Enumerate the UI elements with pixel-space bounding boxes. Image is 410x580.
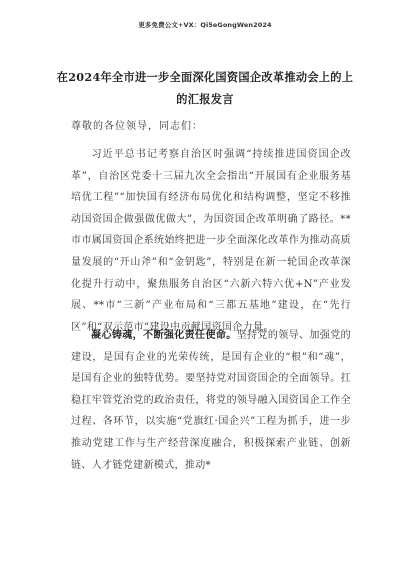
title-line-2: 的汇报发言: [176, 92, 234, 106]
header-watermark-note: 更多免费公文+VX：Qi5eGongWen2024: [138, 21, 272, 29]
paragraph-2-lead: 凝心铸魂，不断强化责任使命。: [91, 330, 237, 341]
salutation: 尊敬的各位领导，同志们：: [71, 121, 203, 132]
document-title: [55, 66, 355, 110]
body-paragraph-2: [71, 325, 351, 476]
body-paragraph-1: [71, 144, 351, 338]
paragraph-1-text: 习近平总书记考察自治区时强调“持续推进国资国企改革”，自治区党委十三届九次全会指出“开展国有企业服务基培优工程”“加快国有经济布局优化和结构调整，坚定不移推动国资国企做强做优做大”，为国资国企改革明确了路径。**市市属国资国企系统始终把进一步全面深化改革作为推动高质量发展的“开山斧”和“金钥匙”，特别是在新一轮国企改革深化提升行动中，聚焦服务自治区“六新六特六优+N”产业发展、**市“三新”产业布局和“三都五基地”建设，在“先行区”和“双示范市”建设中贡献国资国企力量。: [71, 149, 351, 333]
title-line-1: 在2024年全市进一步全面深化国资国企改革推动会上的上: [56, 70, 354, 84]
paragraph-2-text: 坚持党的领导、加强党的建设，是国有企业的光荣传统，是国有企业的“根”和“魂”，是国有企业的独特优势。要坚持党对国资国企的全面领导。扛稳扛牢管党治党的政治责任，将党的领导融入国资国企工作全过程、各环节，以实施“党旗红·国企兴”工程为抓手，进一步推动党建工作与生产经营深度融合，积极探索产业链、创新链、人才链党建新模式，推动*: [71, 330, 351, 471]
